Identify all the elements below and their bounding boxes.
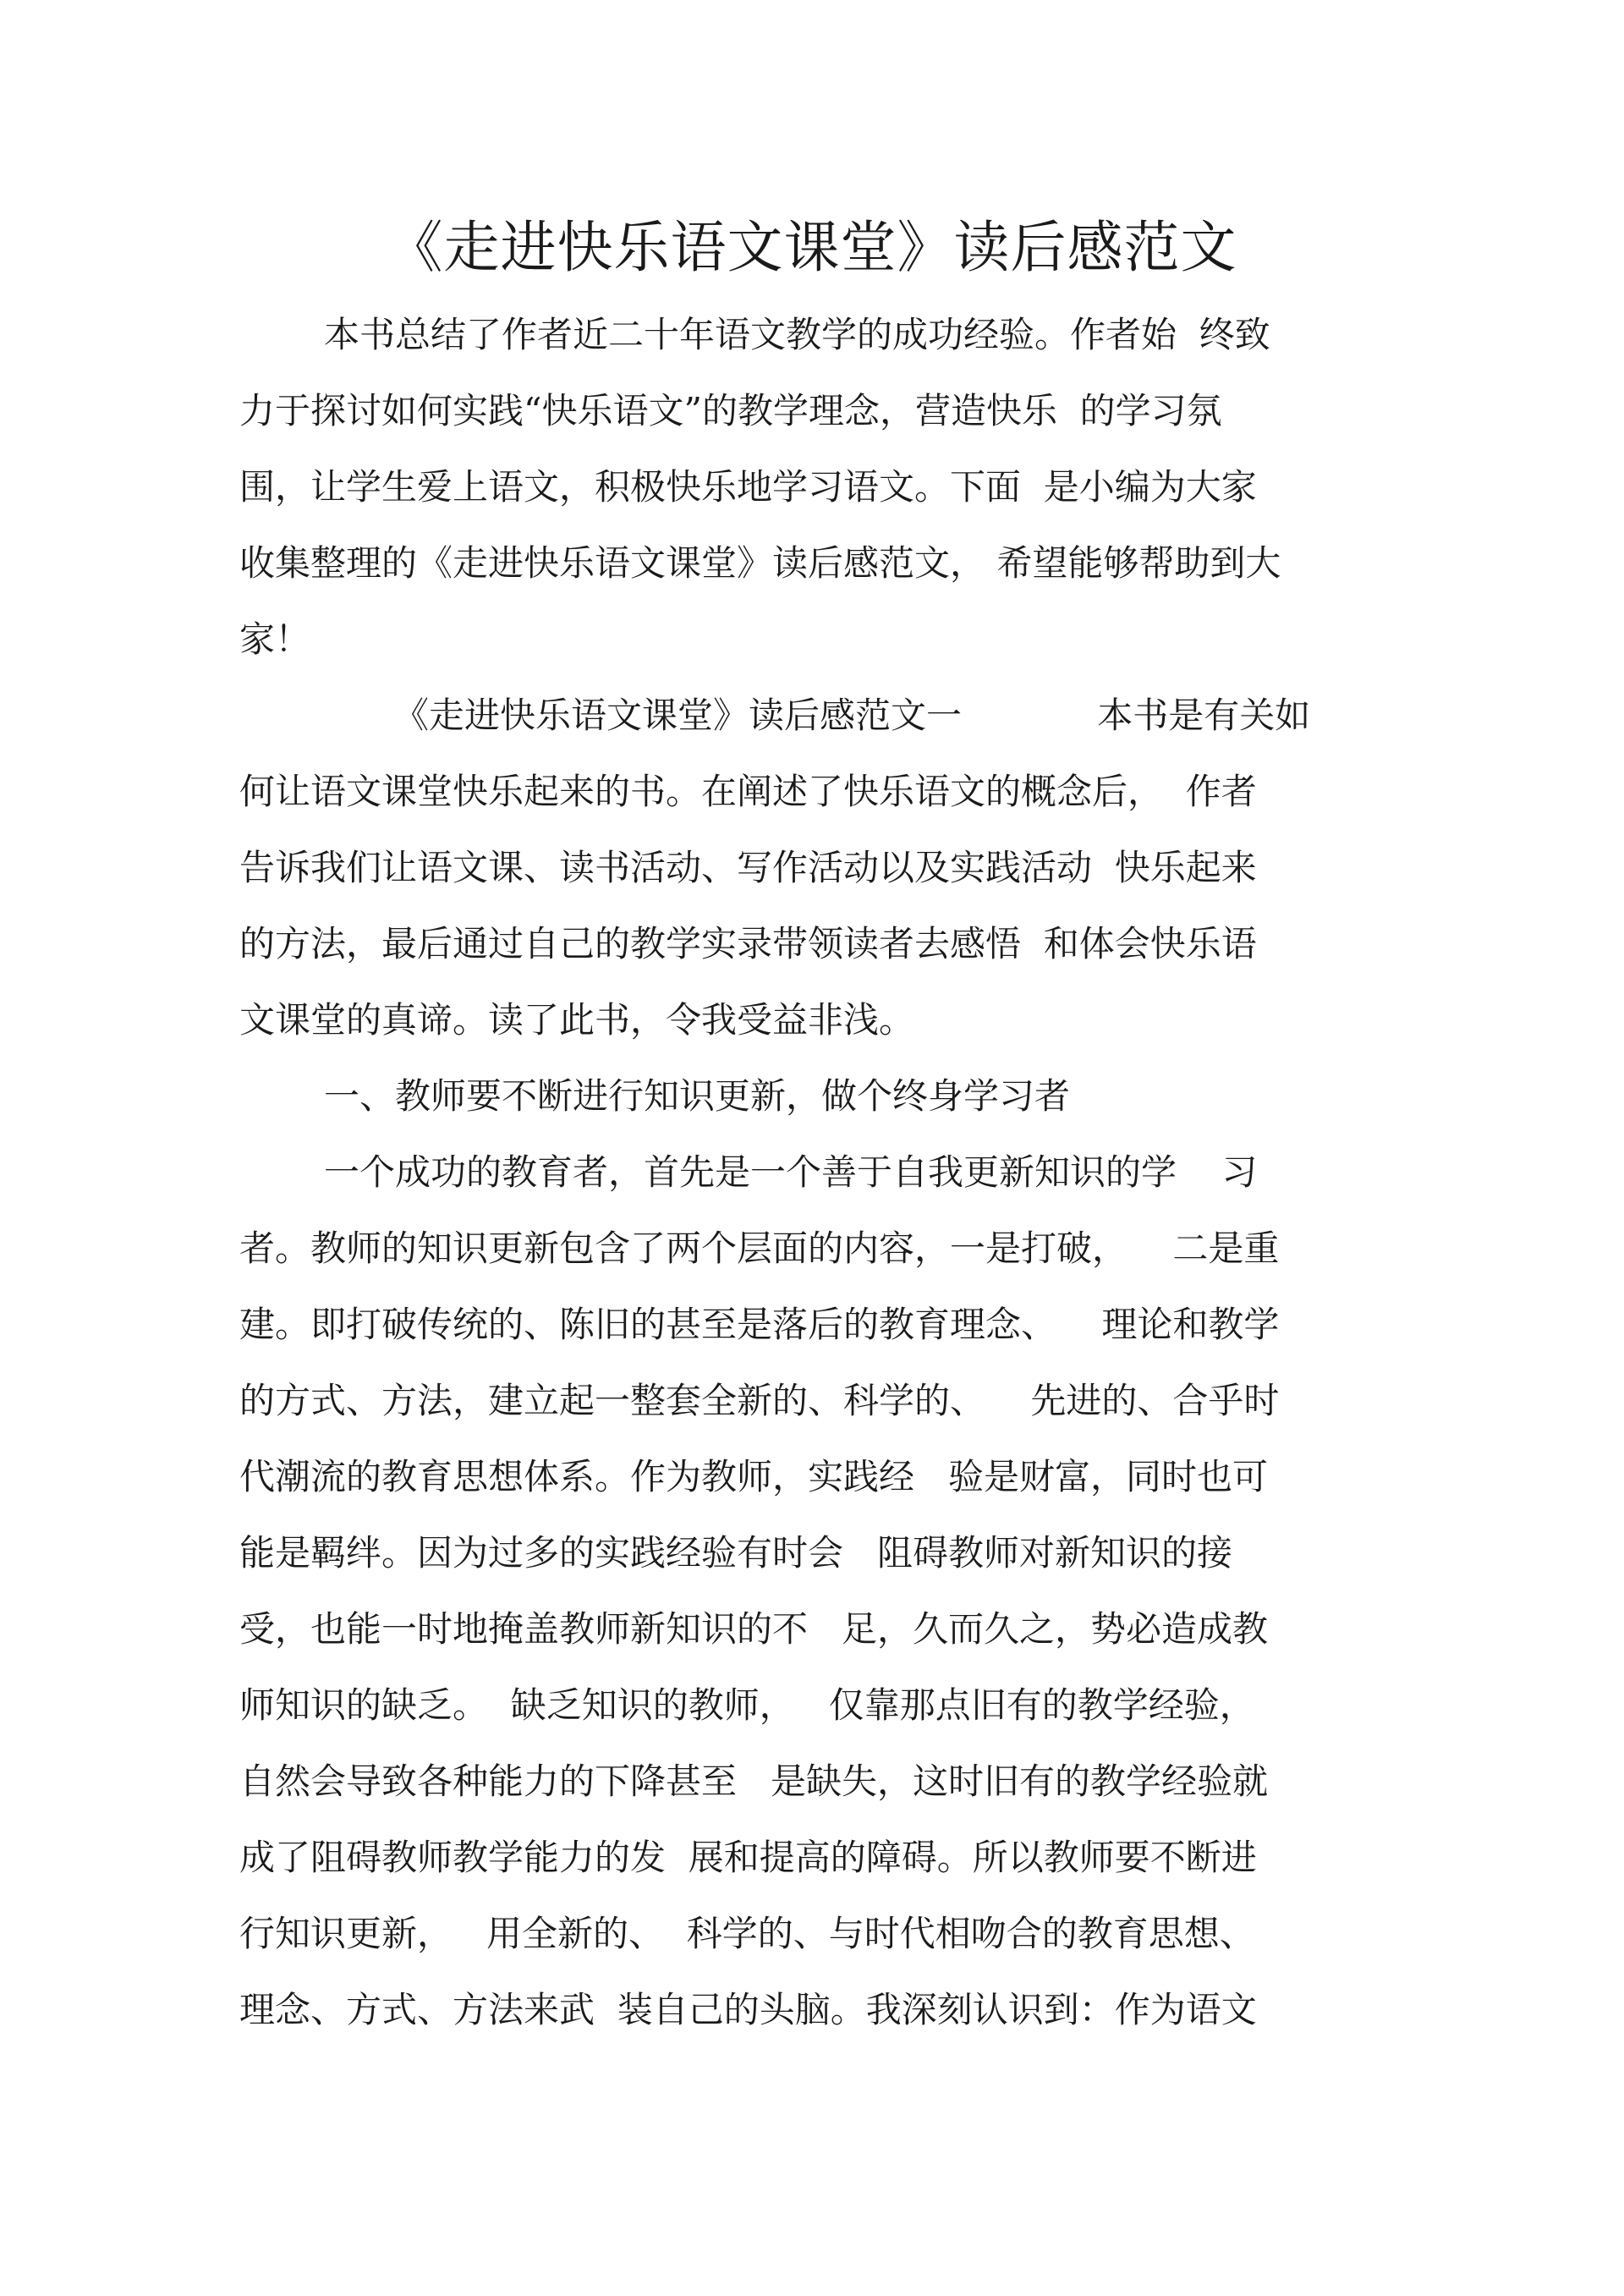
paragraph-line: 的方式、方法，建立起一整套全新的、科学的、 先进的、合乎时 bbox=[239, 1380, 1280, 1421]
paragraph-line: 代潮流的教育思想体系。作为教师，实践经 验是财富，同时也可 bbox=[239, 1456, 1269, 1497]
paragraph-line: 的方法，最后通过自己的教学实录带领读者去感悟 和体会快乐语 bbox=[239, 923, 1257, 964]
paragraph-line: 成了阻碍教师教学能力的发 展和提高的障碍。所以教师要不断进 bbox=[239, 1837, 1257, 1878]
paragraph-line: 文课堂的真谛。读了此书，令我受益非浅。 bbox=[239, 999, 915, 1041]
paragraph-line: 何让语文课堂快乐起来的书。在阐述了快乐语文的概念后， 作者 bbox=[239, 771, 1257, 812]
paragraph-line: 家！ bbox=[239, 618, 311, 660]
paragraph-line: 师知识的缺乏。 缺乏知识的教师， 仅靠那点旧有的教学经验， bbox=[239, 1684, 1255, 1726]
paragraph-line: 理念、方式、方法来武 装自己的头脑。我深刻认识到：作为语文 bbox=[239, 1989, 1257, 2030]
paragraph-line: 收集整理的《走进快乐语文课堂》读后感范文， 希望能够帮助到大 bbox=[239, 542, 1281, 584]
section-heading-line: 《走进快乐语文课堂》读后感范文一 本书是有关如 bbox=[393, 695, 1311, 736]
paragraph-line: 围，让学生爱上语文，积极快乐地学习语文。下面 是小编为大家 bbox=[239, 466, 1257, 508]
subheading-line: 一、教师要不断进行知识更新，做个终身学习者 bbox=[324, 1075, 1071, 1117]
paragraph-line: 受，也能一时地掩盖教师新知识的不 足，久而久之，势必造成教 bbox=[239, 1608, 1269, 1650]
paragraph-line: 本书总结了作者近二十年语文教学的成功经验。作者始 终致 bbox=[324, 314, 1270, 355]
paragraph-line: 建。即打破传统的、陈旧的甚至是落后的教育理念、 理论和教学 bbox=[239, 1304, 1280, 1345]
paragraph-line: 一个成功的教育者，首先是一个善于自我更新知识的学 习 bbox=[324, 1151, 1258, 1193]
paragraph-line: 力于探讨如何实践“快乐语文”的教学理念，营造快乐 的学习氛 bbox=[239, 390, 1222, 431]
paragraph-line: 者。教师的知识更新包含了两个层面的内容，一是打破， 二是重 bbox=[239, 1228, 1280, 1269]
paragraph-line: 自然会导致各种能力的下降甚至 是缺失，这时旧有的教学经验就 bbox=[239, 1760, 1269, 1802]
paragraph-line: 能是羁绊。因为过多的实践经验有时会 阻碍教师对新知识的接 bbox=[239, 1532, 1233, 1574]
paragraph-line: 行知识更新， 用全新的、 科学的、与时代相吻合的教育思想、 bbox=[239, 1913, 1255, 1954]
paragraph-line: 告诉我们让语文课、读书活动、写作活动以及实践活动 快乐起来 bbox=[239, 847, 1257, 888]
document-title: 《走进快乐语文课堂》读后感范文 bbox=[387, 215, 1237, 280]
